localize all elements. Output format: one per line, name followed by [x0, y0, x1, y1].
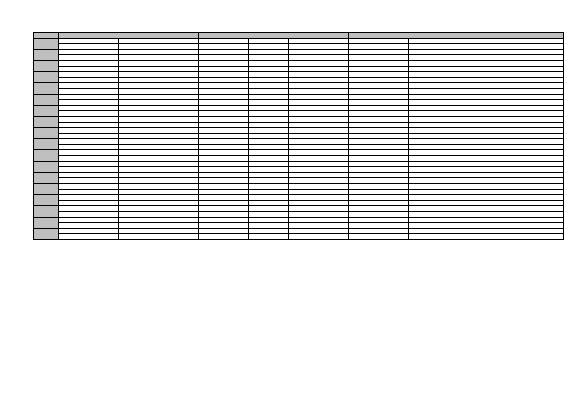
delegates-table	[33, 32, 564, 240]
unaape-name	[59, 234, 119, 240]
class-label	[34, 150, 59, 161]
class-label	[34, 184, 59, 195]
class-label	[34, 116, 59, 127]
class-label	[34, 60, 59, 71]
class-label	[34, 217, 59, 228]
peep-name	[349, 234, 409, 240]
class-label	[34, 228, 59, 239]
class-label	[34, 83, 59, 94]
table-row	[34, 234, 564, 240]
class-label	[34, 161, 59, 172]
class-label	[34, 206, 59, 217]
class-label	[34, 128, 59, 139]
unaape-email	[119, 234, 199, 240]
fcpe-name	[199, 234, 249, 240]
class-label	[34, 195, 59, 206]
class-label	[34, 172, 59, 183]
class-label	[34, 94, 59, 105]
class-label	[34, 38, 59, 49]
page-title	[33, 20, 563, 32]
class-label	[34, 49, 59, 60]
fcpe-first-name	[249, 234, 289, 240]
class-label	[34, 139, 59, 150]
peep-email	[409, 234, 564, 240]
fcpe-email	[289, 234, 349, 240]
delegates-sheet	[33, 20, 563, 240]
class-label	[34, 72, 59, 83]
class-label	[34, 105, 59, 116]
